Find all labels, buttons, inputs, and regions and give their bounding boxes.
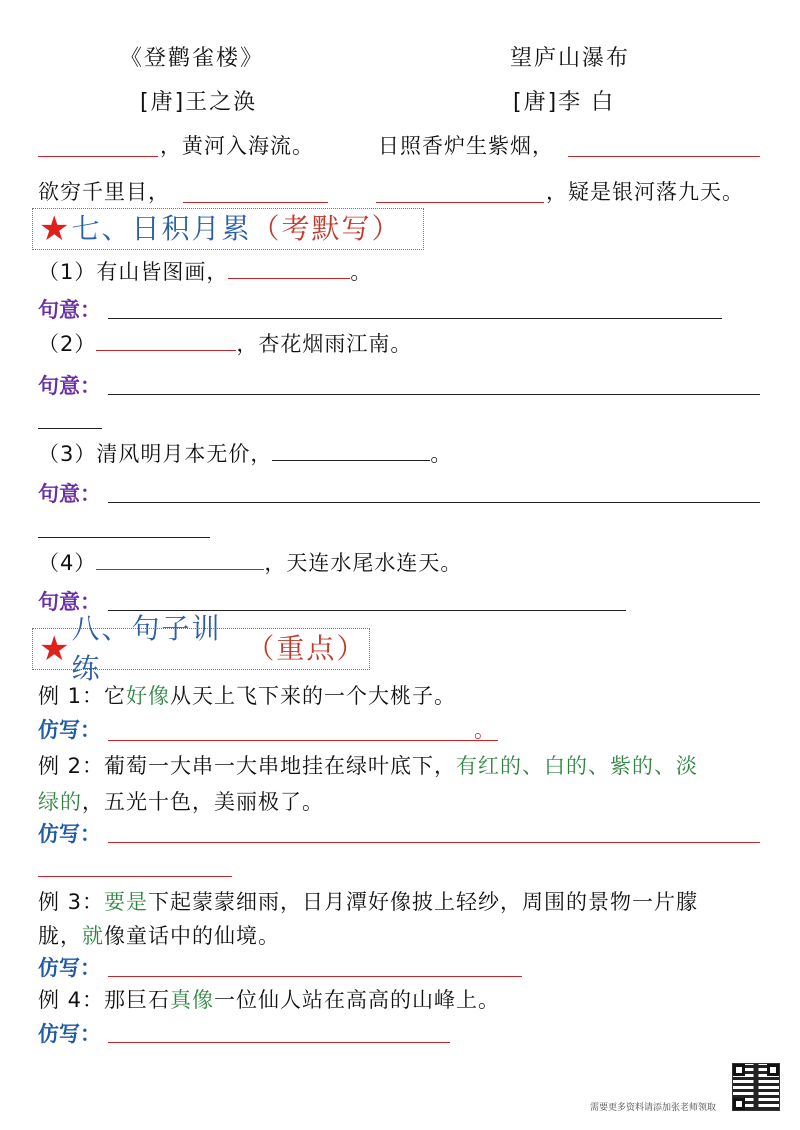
section-7-title: 七、日积月累: [71, 212, 252, 245]
item-3: [38, 440, 452, 468]
example-1: [38, 682, 456, 710]
poem-left-author: [唐]王之涣: [140, 90, 258, 115]
example-4-rest: 一位仙人站在高高的山峰上。: [214, 988, 501, 1012]
item-2-num: （2）: [38, 332, 97, 356]
item-3-meaning-label: 句意：: [38, 482, 101, 506]
example-2-rest: ，五光十色，美丽极了。: [82, 790, 324, 814]
example-2-line-2: [38, 788, 324, 816]
example-2-highlight-1: 有红的、白的、紫的、淡: [456, 754, 699, 778]
example-2-prefix: 例 2：葡萄一大串一大串地挂在绿叶底下，: [38, 754, 457, 778]
example-1-rest: 从天上飞下来的一个大桃子。: [170, 684, 457, 708]
item-2: [38, 330, 412, 358]
example-2-imitate-label: 仿写：: [38, 822, 101, 846]
qr-code-icon: [733, 1064, 779, 1110]
example-3-imitate-line[interactable]: [108, 976, 522, 977]
poem-line-1-right: 日照香炉生紫烟，: [378, 134, 554, 158]
item-3-meaning-line[interactable]: [108, 502, 760, 503]
footer-text: 需要更多资料请添加张老师领取: [590, 1103, 717, 1113]
example-1-imitate-line[interactable]: [108, 740, 498, 741]
item-2-after: ，杏花烟雨江南。: [236, 332, 413, 356]
example-3-line-1: [38, 888, 698, 916]
example-1-prefix: 例 1：它: [38, 684, 127, 708]
item-2-meaning-label: 句意：: [38, 374, 101, 398]
example-3-imitate-label: 仿写：: [38, 956, 101, 980]
poem-blank-1[interactable]: [38, 156, 158, 157]
example-3-line2-b: 像童话中的仙境。: [104, 924, 280, 948]
example-4-highlight: 真像: [170, 988, 215, 1012]
item-1: [38, 258, 372, 286]
example-3-mid: 下起蒙蒙细雨，日月潭好像披上轻纱，周围的景物一片朦: [148, 890, 699, 914]
item-4-num: （4）: [38, 551, 97, 575]
item-1-before: 有山皆图画，: [96, 260, 229, 284]
poem-line-2-left: 欲穷千里目，: [38, 180, 170, 204]
item-4: [38, 549, 462, 577]
item-3-num: （3）: [38, 442, 97, 466]
item-4-meaning-label: 句意：: [38, 590, 101, 614]
item-1-meaning-label: 句意：: [38, 298, 101, 322]
poem-line-2-right: ，疑是银河落九天。: [546, 180, 744, 204]
item-1-blank[interactable]: [228, 258, 350, 279]
poem-blank-2[interactable]: [568, 156, 760, 157]
example-3-line-2: [38, 922, 280, 950]
item-3-meaning-line-2[interactable]: [38, 537, 210, 538]
example-2-imitate-line-2[interactable]: [38, 876, 232, 877]
example-2-imitate-line[interactable]: [108, 842, 760, 843]
example-3-prefix: 例 3：: [38, 890, 105, 914]
section-8-subtitle: （重点）: [246, 632, 367, 665]
section-7-header: [32, 208, 424, 250]
item-3-before: 清风明月本无价，: [96, 442, 273, 466]
section-7-subtitle: （考默写）: [251, 212, 402, 245]
example-4-prefix: 例 4：那巨石: [38, 988, 171, 1012]
poem-blank-3[interactable]: [183, 202, 328, 203]
example-2-highlight-2: 绿的: [38, 790, 82, 814]
example-1-end-mark: 。: [474, 718, 496, 742]
item-4-after: ，天连水尾水连天。: [264, 551, 463, 575]
example-3-highlight-2: 就: [82, 924, 104, 948]
example-3-highlight-1: 要是: [104, 890, 149, 914]
example-3-line2-a: 胧，: [38, 924, 82, 948]
example-4: [38, 986, 500, 1014]
item-1-after: 。: [350, 260, 373, 284]
item-3-after: 。: [430, 442, 453, 466]
star-icon: ★: [39, 209, 70, 249]
item-1-meaning-line[interactable]: [108, 318, 722, 319]
item-2-blank[interactable]: [96, 330, 236, 351]
example-1-imitate-label: 仿写：: [38, 718, 101, 742]
example-2-line-1: [38, 752, 698, 780]
star-icon: ★: [39, 629, 70, 669]
example-4-imitate-label: 仿写：: [38, 1022, 101, 1046]
item-4-blank[interactable]: [96, 549, 264, 570]
example-4-imitate-line[interactable]: [108, 1042, 450, 1043]
section-8-header: [32, 612, 370, 685]
item-3-blank[interactable]: [272, 440, 430, 461]
poem-right-title: 望庐山瀑布: [510, 46, 631, 71]
item-2-meaning-line-2[interactable]: [38, 428, 102, 429]
section-8-title: 八、句子训练: [71, 612, 222, 685]
item-2-meaning-line[interactable]: [108, 394, 760, 395]
poem-line-1-left: ，黄河入海流。: [160, 134, 314, 158]
item-1-num: （1）: [38, 260, 97, 284]
poem-right-author: [唐]李 白: [513, 90, 616, 115]
example-1-highlight: 好像: [126, 684, 171, 708]
poem-left-title: 《登鹳雀楼》: [120, 46, 265, 71]
poem-blank-4[interactable]: [376, 202, 544, 203]
